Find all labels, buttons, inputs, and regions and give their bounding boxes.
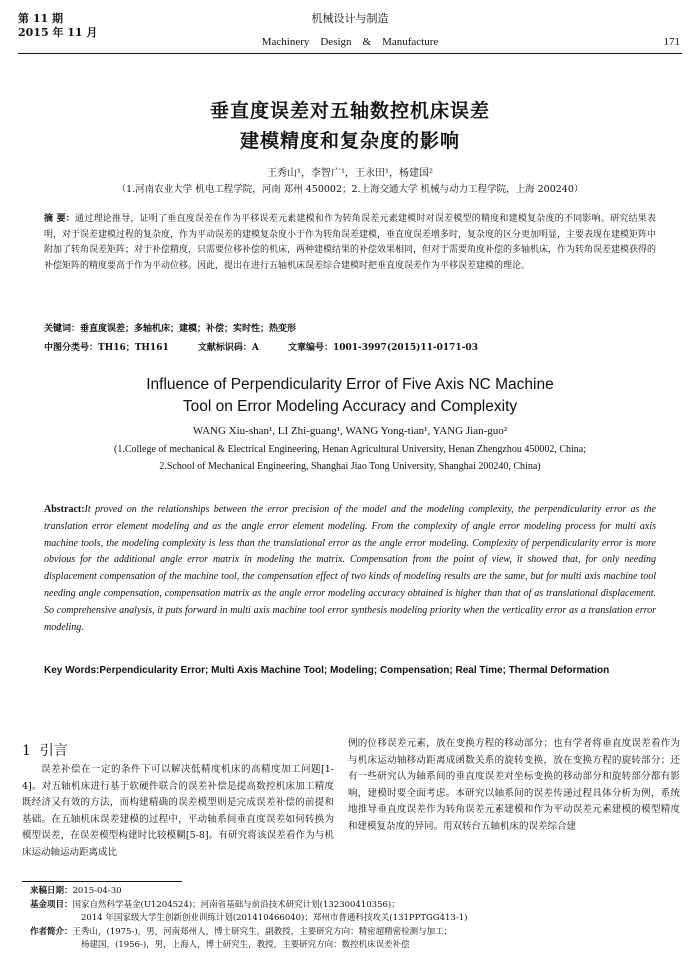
abstract-en [44, 502, 656, 636]
document-code: 文献标识码：A [197, 343, 259, 353]
header-journal-en: Machinery Design & Manufacture [261, 36, 439, 48]
title-en-line1: Influence of Perpendicularity Error of Five Axis NC Machine [146, 376, 554, 393]
abstract-cn-text: 通过理论推导，证明了垂直度误差在作为平移误差元素建模和作为转角误差元素建模时对误差模型的精度和建模复杂度的不同影响。研究结果表明，对于误差建模过程的复杂度，作为平动误差的建模复杂度小于作为转角误差建模，垂直度误差增多时，复杂度的区分更加明显，主要表现在建模矩阵中附加了转角误差矩阵；对于补偿精度，只需要位移补偿的机床，两种建模结果的补偿效果相同，但对于需要角度补偿的多轴机床，作为转角误差建模获得的补偿矩阵的精度要高于作为平动位移。因此，提出在进行五轴机床误差综合建模时把垂直度误差作为平移误差建模的理论。 [44, 214, 657, 271]
title-cn-line1: 垂直度误差对五轴数控机床误差 [209, 100, 490, 122]
authors-cn: 王秀山¹，李智广¹，王永田¹，杨建国² [266, 168, 434, 179]
affiliation-en-line1: (1.College of mechanical & Electrical Engineering, Henan Agricultural University, Henan Zhengzhou 450002, China; [114, 444, 586, 455]
header-issue-date: 2015 年 11 月 [18, 26, 98, 39]
footnote-authors-label: 作者简介： [30, 927, 73, 937]
title-en-line2: Tool on Error Modeling Accuracy and Complexity [182, 398, 518, 415]
footnote-fund [30, 899, 680, 912]
footnote-fund-line1: 国家自然科学基金(U1204524)；河南省基础与前沿技术研究计划(132300410356)； [72, 900, 400, 910]
classification-line [44, 340, 656, 353]
section-heading: 1 引言 [22, 743, 68, 759]
footnote-authors [30, 926, 680, 939]
clc-number: 中图分类号：TH16；TH161 [44, 343, 169, 353]
abstract-cn [44, 212, 656, 274]
header-journal-cn: 机械设计与制造 [311, 12, 389, 25]
authors-en: WANG Xiu-shan¹, LI Zhi-guang¹, WANG Yong-tian¹, YANG Jian-guo² [192, 425, 508, 437]
page-number: 171 [663, 36, 680, 48]
footnote-received-text: 2015-04-30 [72, 886, 122, 896]
abstract-en-label: Abstract: [44, 504, 85, 515]
footnote-received [30, 885, 680, 898]
footnote-received-label: 来稿日期： [30, 886, 73, 896]
keywords-en: Key Words:Perpendicularity Error; Multi Axis Machine Tool; Modeling; Compensation; Real Time; Thermal Deformation [44, 665, 610, 676]
body-column-left: 误差补偿在一定的条件下可以解决低精度机床的高精度加工问题[1-4]。对五轴机床进行基于软硬件联合的误差补偿是提高数控机床加工精度既经济又有效的方法，而构建精确的误差模型则是完成误差补偿的前提和基础。在五轴机床误差建模的过程中，平动轴系间垂直度误差如何转换为模型误差，在误差模型构建时比较模糊[5-8]。有研究将该误差看作为与机床运动轴运动距离成比 [22, 764, 334, 858]
footnote-authors-line1: 王秀山，(1975-)，男，河南郑州人，博士研究生，副教授，主要研究方向：精密超精密检测与加工； [72, 927, 453, 937]
title-cn-line2: 建模精度和复杂度的影响 [239, 130, 460, 152]
affiliation-en-line2: 2.School of Mechanical Engineering, Shanghai Jiao Tong University, Shanghai 200240, China) [159, 461, 541, 472]
affiliation-cn: （1.河南农业大学 机电工程学院，河南 郑州 450002；2.上海交通大学 机械与动力工程学院，上海 200240） [116, 184, 584, 195]
title-cn [0, 96, 700, 156]
header-issue-number: 第 11 期 [18, 12, 63, 25]
abstract-en-text: It proved on the relationships between the error precision of the model and the modeling complexity, the perpendicularity error as the translation error element modeling and as the angle error element modeling. From the complexity of angle error modeling process for multi axis machine tools, the modeling complexity is less than the translational error as the angle error modeling. Complexity of perpendicularity error is more obvious for the additional angle error matrix in modeling the matrix. Compensation from the point of view, it showed that, for only needing displacement compensation of the machine tool, the compensation effect of two kinds of modeling results are the same, but for multi axis machine tool needing angle compensation, compensation matrix as the angle error modeling accuracy obtained is higher than that of as translational displacement. So comprehensive analysis, it puts forward in multi axis machine tool error synthesis modeling priority when the verticality error as a translation error modeling. [44, 504, 656, 633]
keywords-cn: 关键词：垂直度误差；多轴机床；建模；补偿；实时性；热变形 [44, 324, 297, 334]
title-en [0, 374, 700, 418]
footnote-authors-cont: 杨建国，(1956-)，男，上海人，博士研究生，教授，主要研究方向：数控机床误差补偿 [81, 940, 410, 950]
body-column-right: 例的位移误差元素，放在变换方程的移动部分；也有学者将垂直度误差看作为与机床运动轴移动距离成函数关系的旋转变换，放在变换方程的旋转部分；还有一些研究认为轴系间的垂直度误差对坐标变换的移动部分和旋转部分都有影响，建模时要全面考虑。本研究以轴系间的误差传递过程具体分析为例，系统地推导垂直度误差作为转角误差元素建模和作为平动误差元素建模的模型精度和建模复杂度的异同。用双转台五轴机床的误差综合建 [348, 738, 680, 832]
abstract-cn-label: 摘 要： [44, 214, 76, 224]
footnote-rule [22, 881, 182, 882]
footnote-fund-label: 基金项目： [30, 900, 73, 910]
header-rule [18, 53, 682, 54]
article-number: 文章编号：1001-3997(2015)11-0171-03 [287, 343, 478, 353]
footnote-fund-cont: 2014 年国家级大学生创新创业训练计划(201410466040)；郑州市普通科技攻关(131PPTGG413-1) [81, 913, 468, 923]
